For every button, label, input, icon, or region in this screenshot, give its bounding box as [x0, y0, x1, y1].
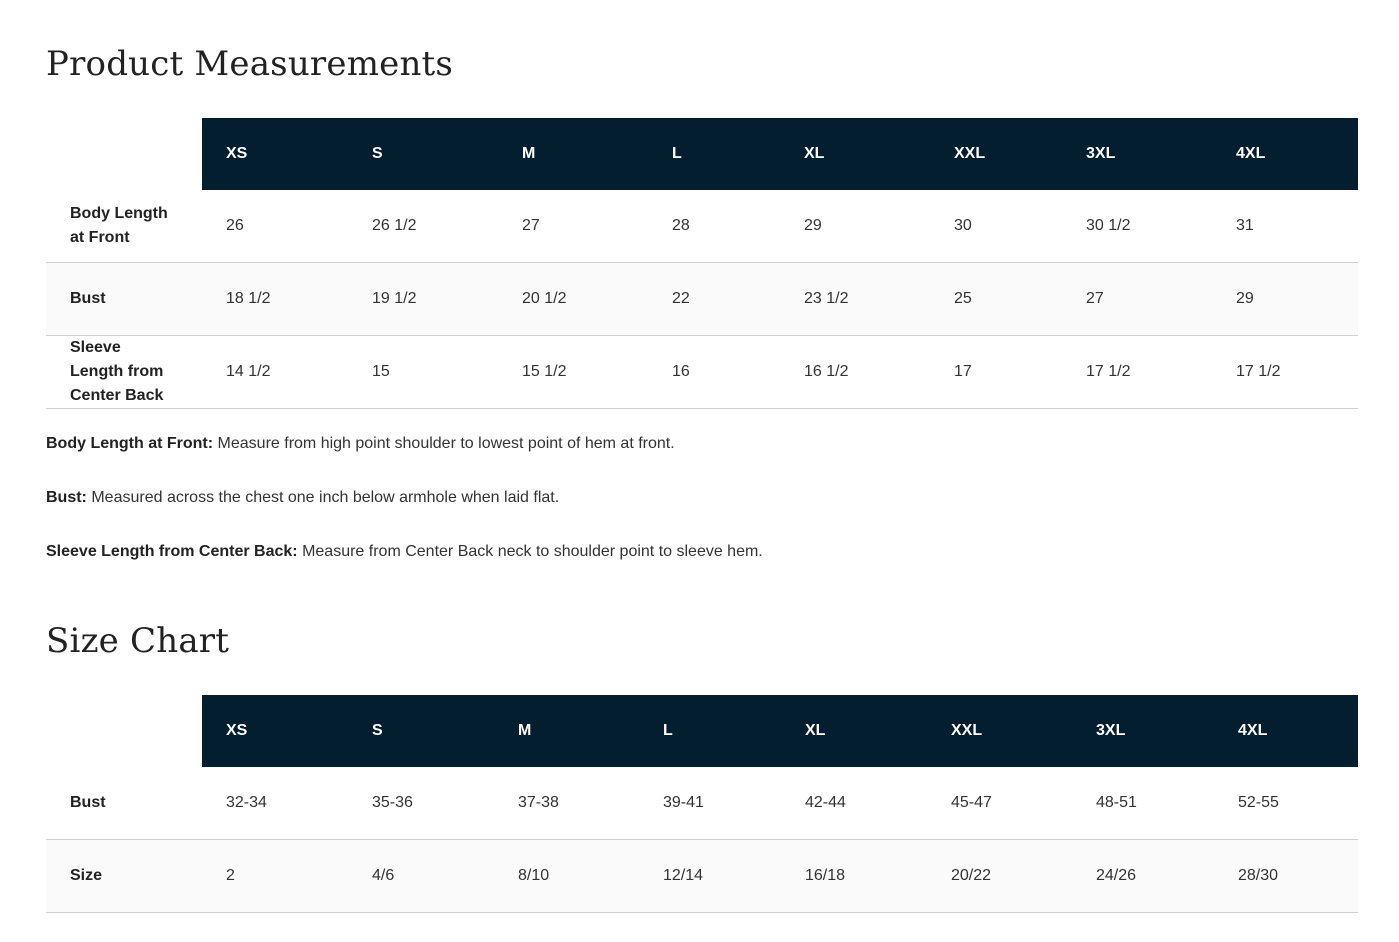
size-header-m: M — [498, 118, 648, 190]
table-cell: 23 1/2 — [780, 263, 930, 336]
size-chart-title: Size Chart — [46, 621, 230, 661]
size-header-m: M — [494, 695, 639, 767]
size-header-xs: XS — [202, 695, 348, 767]
size-header-xxl: XXL — [930, 118, 1062, 190]
size-chart-table — [46, 695, 1358, 913]
note-text: Measure from high point shoulder to lowest point of hem at front. — [217, 435, 675, 452]
table-cell: 8/10 — [494, 840, 639, 913]
table-cell: 27 — [498, 190, 648, 263]
table-row — [46, 190, 1358, 263]
table-cell: 2 — [202, 840, 348, 913]
table-cell: 14 1/2 — [202, 336, 348, 409]
table-cell: 15 1/2 — [498, 336, 648, 409]
table-cell: 52-55 — [1214, 767, 1358, 840]
row-label-body-length: Body Length at Front — [46, 190, 202, 263]
table-cell: 22 — [648, 263, 780, 336]
row-label-size: Size — [46, 840, 202, 913]
size-header-xl: XL — [780, 118, 930, 190]
size-header-s: S — [348, 118, 498, 190]
table-cell: 24/26 — [1072, 840, 1214, 913]
table-cell: 18 1/2 — [202, 263, 348, 336]
note-bust — [46, 486, 1346, 510]
note-sleeve-length — [46, 540, 1346, 564]
size-header-s: S — [348, 695, 494, 767]
table-cell: 20/22 — [927, 840, 1072, 913]
size-header-l: L — [648, 118, 780, 190]
table-cell: 27 — [1062, 263, 1212, 336]
table-cell: 16/18 — [781, 840, 927, 913]
size-header-xs: XS — [202, 118, 348, 190]
table-cell: 29 — [1212, 263, 1358, 336]
note-body-length — [46, 432, 1346, 456]
table-cell: 17 — [930, 336, 1062, 409]
table-cell: 29 — [780, 190, 930, 263]
size-header-l: L — [639, 695, 781, 767]
table-cell: 31 — [1212, 190, 1358, 263]
size-header-4xl: 4XL — [1212, 118, 1358, 190]
table-cell: 45-47 — [927, 767, 1072, 840]
table-cell: 15 — [348, 336, 498, 409]
table-cell: 17 1/2 — [1062, 336, 1212, 409]
table-cell: 12/14 — [639, 840, 781, 913]
header-corner-cell — [46, 118, 202, 190]
table-cell: 26 1/2 — [348, 190, 498, 263]
size-header-xxl: XXL — [927, 695, 1072, 767]
table-cell: 25 — [930, 263, 1062, 336]
note-term: Sleeve Length from Center Back: — [46, 543, 298, 560]
table-cell: 30 1/2 — [1062, 190, 1212, 263]
table-cell: 48-51 — [1072, 767, 1214, 840]
table-cell: 4/6 — [348, 840, 494, 913]
size-header-xl: XL — [781, 695, 927, 767]
table-cell: 16 — [648, 336, 780, 409]
size-header-3xl: 3XL — [1072, 695, 1214, 767]
size-header-4xl: 4XL — [1214, 695, 1358, 767]
note-term: Bust: — [46, 489, 87, 506]
table-row — [46, 840, 1358, 913]
table-cell: 28 — [648, 190, 780, 263]
table-cell: 35-36 — [348, 767, 494, 840]
measurement-notes — [46, 432, 1346, 594]
table-header-row — [46, 118, 1358, 190]
table-row — [46, 336, 1358, 409]
product-measurements-title: Product Measurements — [46, 44, 454, 84]
header-corner-cell — [46, 695, 202, 767]
table-cell: 37-38 — [494, 767, 639, 840]
table-cell: 42-44 — [781, 767, 927, 840]
note-term: Body Length at Front: — [46, 435, 214, 452]
table-cell: 30 — [930, 190, 1062, 263]
table-cell: 39-41 — [639, 767, 781, 840]
table-cell: 16 1/2 — [780, 336, 930, 409]
row-label-bust: Bust — [46, 767, 202, 840]
row-label-bust: Bust — [46, 263, 202, 336]
table-cell: 32-34 — [202, 767, 348, 840]
table-row — [46, 767, 1358, 840]
size-header-3xl: 3XL — [1062, 118, 1212, 190]
row-label-sleeve-length: Sleeve Length from Center Back — [46, 336, 202, 409]
table-header-row — [46, 695, 1358, 767]
table-cell: 28/30 — [1214, 840, 1358, 913]
note-text: Measure from Center Back neck to shoulder point to sleeve hem. — [302, 543, 763, 560]
table-cell: 19 1/2 — [348, 263, 498, 336]
table-cell: 20 1/2 — [498, 263, 648, 336]
table-cell: 17 1/2 — [1212, 336, 1358, 409]
table-cell: 26 — [202, 190, 348, 263]
note-text: Measured across the chest one inch below armhole when laid flat. — [91, 489, 560, 506]
table-row — [46, 263, 1358, 336]
product-measurements-table — [46, 118, 1358, 409]
